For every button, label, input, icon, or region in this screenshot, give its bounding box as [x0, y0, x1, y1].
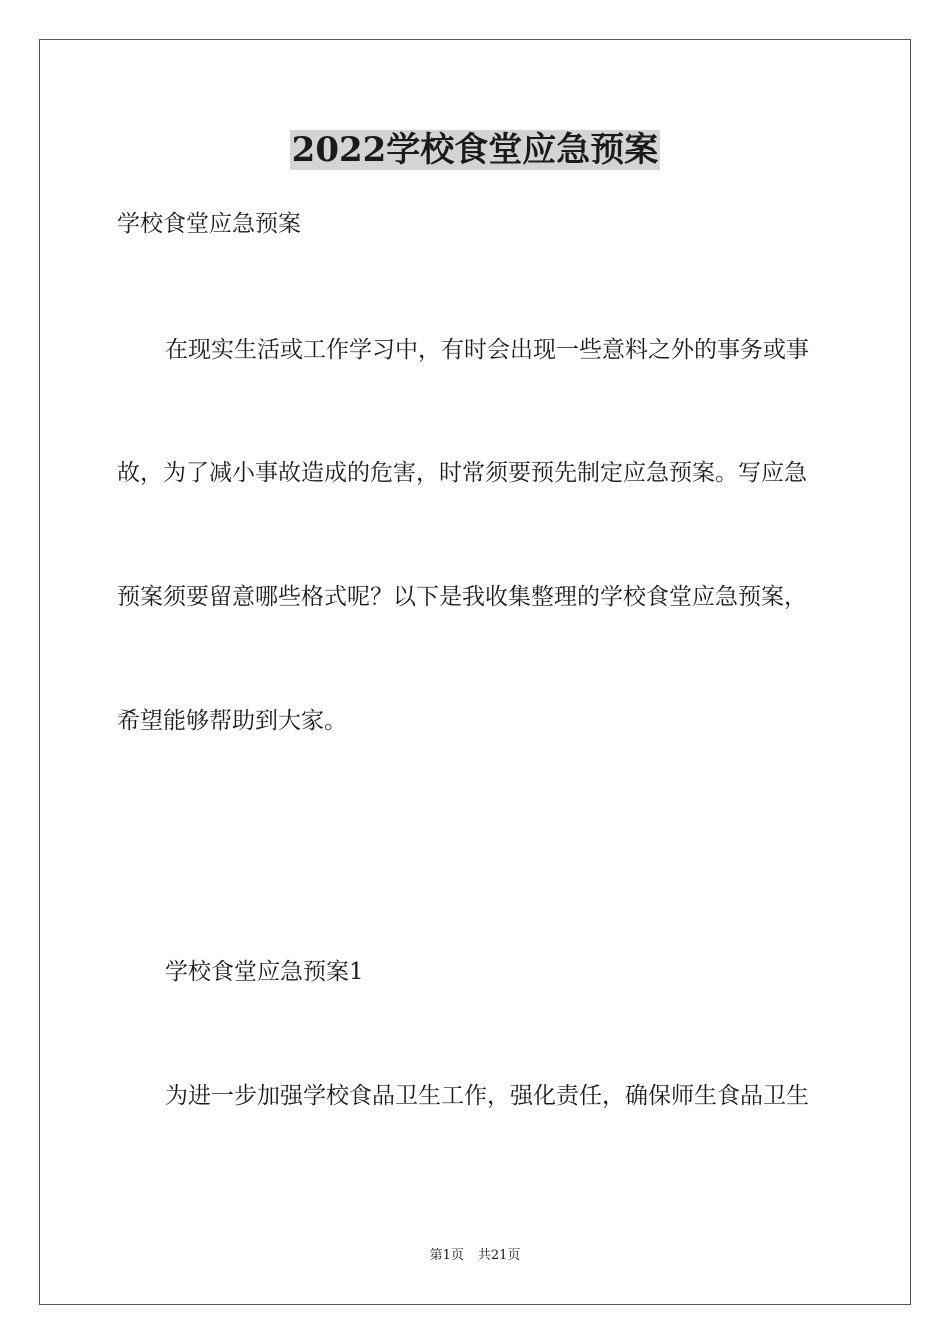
document-title — [0, 128, 950, 172]
paragraph-line: 希望能够帮助到大家。 — [117, 708, 347, 734]
page-number: 第1页 — [429, 1248, 464, 1263]
paragraph-line: 在现实生活或工作学习中，有时会出现一些意料之外的事务或事 — [165, 337, 809, 363]
section-heading: 学校食堂应急预案1 — [165, 959, 364, 985]
document-title-text: 2022学校食堂应急预案 — [291, 130, 659, 170]
paragraph-line: 预案须要留意哪些格式呢？以下是我收集整理的学校食堂应急预案， — [117, 584, 807, 610]
document-subtitle: 学校食堂应急预案 — [117, 211, 301, 237]
total-pages: 共21页 — [477, 1248, 521, 1263]
paragraph-line: 为进一步加强学校食品卫生工作，强化责任，确保师生食品卫生 — [165, 1083, 809, 1109]
paragraph-line: 故，为了减小事故造成的危害，时常须要预先制定应急预案。写应急 — [117, 460, 807, 486]
page-footer — [0, 1247, 950, 1265]
